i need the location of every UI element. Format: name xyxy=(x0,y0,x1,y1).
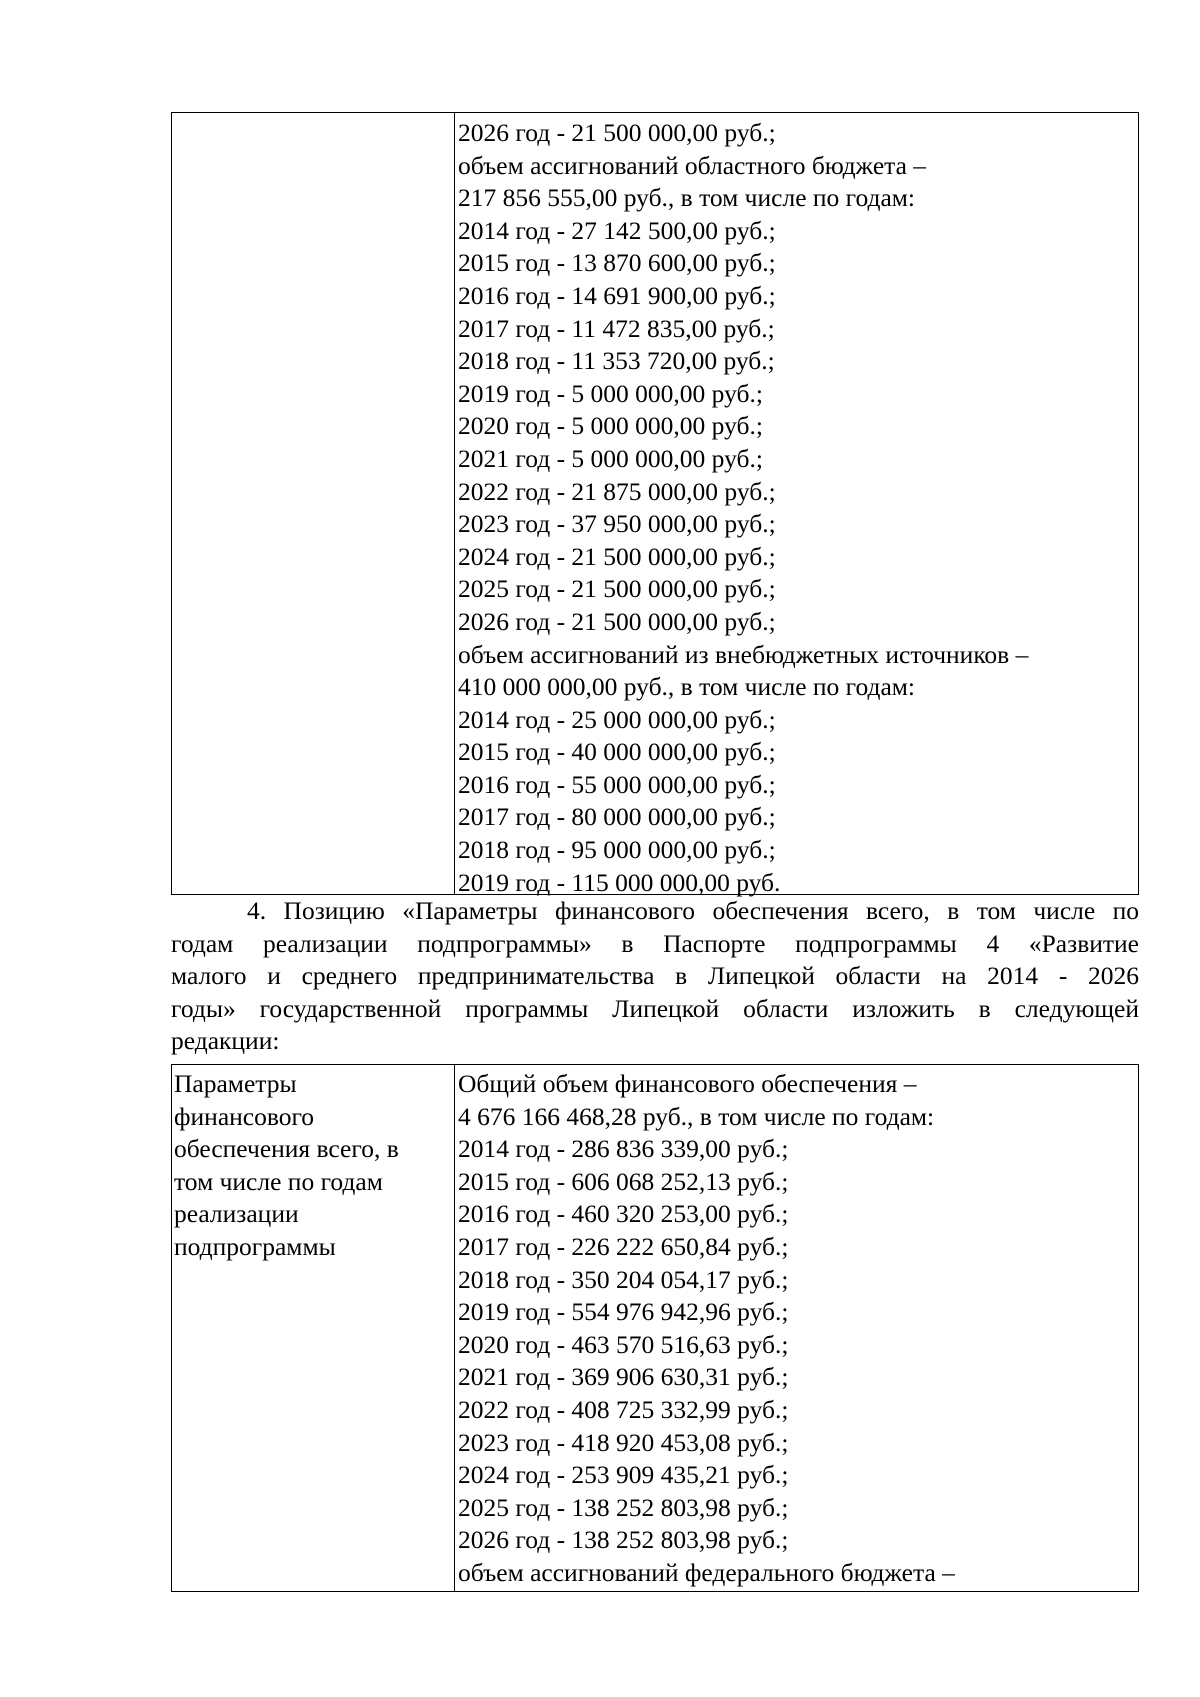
table2-line: 2014 год - 286 836 339,00 руб.; xyxy=(458,1134,789,1164)
table2-line: 2016 год - 460 320 253,00 руб.; xyxy=(458,1199,789,1229)
table2-line: 2019 год - 554 976 942,96 руб.; xyxy=(458,1297,789,1327)
table1-line: объем ассигнований из внебюджетных источников – xyxy=(458,639,1029,669)
table2-line: 2024 год - 253 909 435,21 руб.; xyxy=(458,1460,789,1490)
paragraph-line: годам реализации подпрограммы» в Паспорте подпрограммы 4 «Развитие xyxy=(171,928,1139,958)
table1-line: объем ассигнований областного бюджета – xyxy=(458,150,927,180)
table1-line: 2015 год - 40 000 000,00 руб.; xyxy=(458,737,776,767)
table1-line: 410 000 000,00 руб., в том числе по годам: xyxy=(458,672,916,702)
table2-line: объем ассигнований федерального бюджета – xyxy=(458,1557,955,1587)
table1-line: 2014 год - 27 142 500,00 руб.; xyxy=(458,215,776,245)
paragraph-line: редакции: xyxy=(171,1026,280,1056)
table1-line: 2022 год - 21 875 000,00 руб.; xyxy=(458,476,776,506)
table2-line: 2018 год - 350 204 054,17 руб.; xyxy=(458,1264,789,1294)
table1-right-cell xyxy=(455,113,1138,897)
financing-table-continued xyxy=(171,112,1139,895)
table2-left-line: обеспечения всего, в xyxy=(174,1134,399,1164)
table1-line: 2024 год - 21 500 000,00 руб.; xyxy=(458,541,776,571)
table1-line: 2018 год - 11 353 720,00 руб.; xyxy=(458,346,775,376)
table2-line: 4 676 166 468,28 руб., в том числе по годам: xyxy=(458,1101,935,1131)
table2-left-line: Параметры xyxy=(174,1069,297,1098)
table2-left-line: подпрограммы xyxy=(174,1231,336,1261)
table2-right-cell xyxy=(455,1065,1138,1591)
table2-line: 2020 год - 463 570 516,63 руб.; xyxy=(458,1329,789,1359)
table1-line: 2020 год - 5 000 000,00 руб.; xyxy=(458,411,763,441)
table1-line: 2026 год - 21 500 000,00 руб.; xyxy=(458,118,776,147)
table1-line: 2023 год - 37 950 000,00 руб.; xyxy=(458,509,776,539)
table2-line: 2015 год - 606 068 252,13 руб.; xyxy=(458,1166,789,1196)
table1-line: 2014 год - 25 000 000,00 руб.; xyxy=(458,704,776,734)
table2-line: 2022 год - 408 725 332,99 руб.; xyxy=(458,1394,789,1424)
paragraph-line: годы» государственной программы Липецкой области изложить в следующей xyxy=(171,993,1139,1023)
table1-line: 2017 год - 11 472 835,00 руб.; xyxy=(458,313,775,343)
table1-line: 2018 год - 95 000 000,00 руб.; xyxy=(458,835,776,865)
financing-parameters-table xyxy=(171,1064,1139,1592)
table2-line: 2025 год - 138 252 803,98 руб.; xyxy=(458,1492,789,1522)
table1-line: 2016 год - 55 000 000,00 руб.; xyxy=(458,769,776,799)
table1-line: 2019 год - 5 000 000,00 руб.; xyxy=(458,378,763,408)
table1-line: 2021 год - 5 000 000,00 руб.; xyxy=(458,443,763,473)
table2-line: 2023 год - 418 920 453,08 руб.; xyxy=(458,1427,789,1457)
table2-line: Общий объем финансового обеспечения – xyxy=(458,1069,917,1098)
table2-left-line: том числе по годам xyxy=(174,1166,383,1196)
table1-line: 2026 год - 21 500 000,00 руб.; xyxy=(458,606,776,636)
table2-left-line: реализации xyxy=(174,1199,299,1229)
table1-left-cell xyxy=(172,113,455,894)
table2-left-cell xyxy=(172,1065,455,1591)
table2-left-line: финансового xyxy=(174,1101,315,1131)
paragraph-line: малого и среднего предпринимательства в Липецкой области на 2014 - 2026 xyxy=(171,961,1139,991)
paragraph-line: 4. Позицию «Параметры финансового обеспечения всего, в том числе по xyxy=(247,896,1139,925)
table1-line: 217 856 555,00 руб., в том числе по годам: xyxy=(458,183,916,213)
table1-line: 2025 год - 21 500 000,00 руб.; xyxy=(458,574,776,604)
table1-line: 2016 год - 14 691 900,00 руб.; xyxy=(458,280,776,310)
table2-line: 2026 год - 138 252 803,98 руб.; xyxy=(458,1525,789,1555)
table1-line: 2015 год - 13 870 600,00 руб.; xyxy=(458,248,776,278)
table2-line: 2021 год - 369 906 630,31 руб.; xyxy=(458,1362,789,1392)
table2-line: 2017 год - 226 222 650,84 руб.; xyxy=(458,1231,789,1261)
table1-line: 2019 год - 115 000 000,00 руб. xyxy=(458,867,781,897)
table1-line: 2017 год - 80 000 000,00 руб.; xyxy=(458,802,776,832)
amendment-paragraph xyxy=(171,895,1139,1058)
